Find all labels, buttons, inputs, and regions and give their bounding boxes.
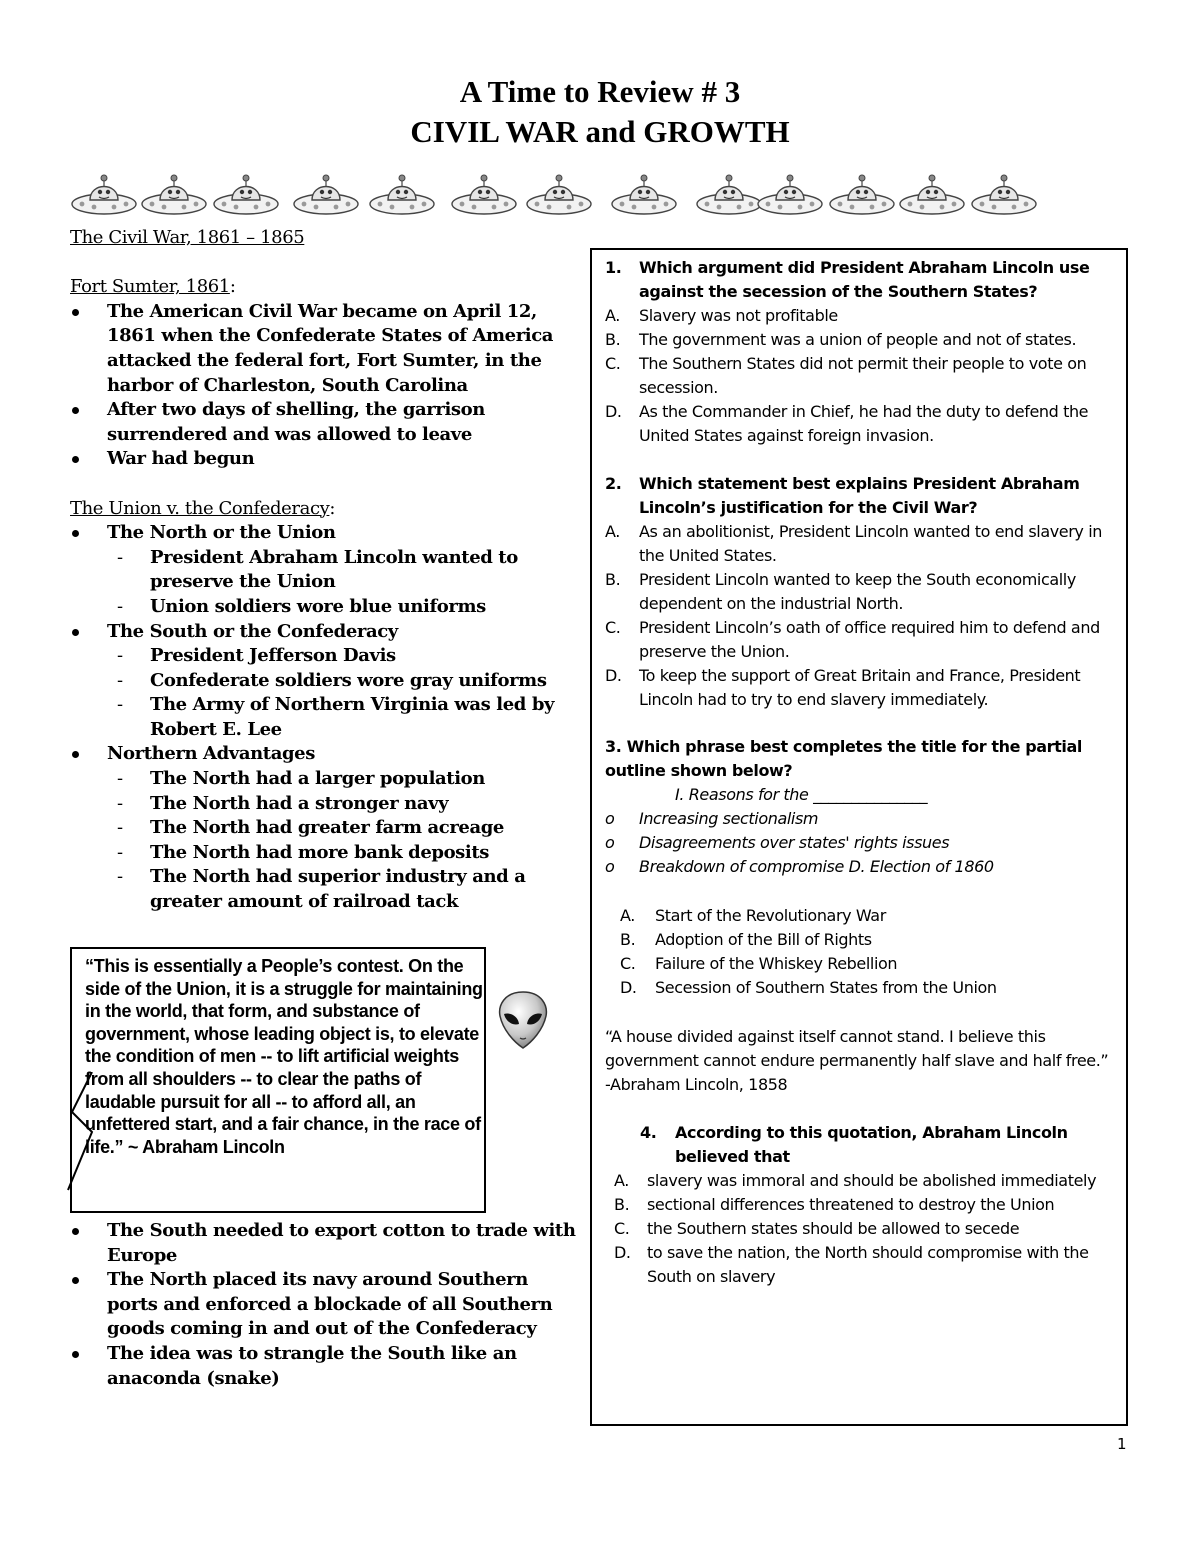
answer-option[interactable]: B. Adoption of the Bill of Rights (620, 930, 872, 949)
page-subtitle: CIVIL WAR and GROWTH (410, 114, 790, 149)
left-column (70, 226, 580, 915)
list-item: After two days of shelling, the garrison surrendered and was allowed to leave (70, 398, 580, 447)
sub-list-item: - The North had superior industry and a greater amount of railroad tack (107, 865, 580, 914)
union-confederacy-heading: The Union v. the Confederacy: (70, 497, 336, 519)
page-title: A Time to Review # 3 (459, 74, 741, 109)
list-item: The North or the Union - President Abraham Lincoln wanted to preserve the Union - Union soldiers wore blue uniforms (70, 521, 580, 619)
list-item: War had begun (70, 447, 580, 472)
sub-list-item: - President Abraham Lincoln wanted to preserve the Union (107, 546, 580, 595)
union-confederacy-list (70, 521, 580, 915)
answer-option[interactable]: B. sectional differences threatened to destroy the Union (614, 1195, 1055, 1214)
answer-option[interactable]: A. Start of the Revolutionary War (620, 906, 886, 925)
ufo-icon (756, 170, 824, 220)
ufo-icon (610, 170, 678, 220)
callout-pointer (62, 1072, 102, 1192)
list-item: Northern Advantages - The North had a larger population - The North had a stronger navy - The North had greater farm acreage - The North had more bank deposits - The North had superior industry and a greater amount of railroad tack (70, 742, 580, 914)
lincoln-quote-text: “This is essentially a People’s contest. On the side of the Union, it is a struggle for maintaining in the world, that form, and substance of government, whose leading object is, to elevate the condition of men -- to lift artificial weights from all shoulders -- to clear the paths of laudable pursuit for all -- to afford all, an unfettered start, and a fair chance, in the race of life.” ~ Abraham Lincoln (85, 956, 483, 1157)
ufo-icon (898, 170, 966, 220)
question-text: According to this quotation, Abraham Lincoln believed that (675, 1123, 1068, 1166)
question-1: 1. Which argument did President Abraham Lincoln use against the secession of the Southern States? A. Slavery was not profitable B. The government was a union of people and not of states. C. The Southern States did not permit their people to vote on secession. D. As the Commander in Chief, he had the duty to defend the United States against foreign invasion. (605, 256, 1115, 448)
question-text: 3. Which phrase best completes the title for the partial outline shown below? (605, 737, 1082, 780)
question-2: 2. Which statement best explains President Abraham Lincoln’s justification for the Civil War? A. As an abolitionist, President Lincoln wanted to end slavery in the United States. B. President Lincoln wanted to keep the South economically dependent on the industrial North. C. President Lincoln’s oath of office required him to defend and preserve the Union. D. To keep the support of Great Britain and France, President Lincoln had to try to end slavery immediately. (605, 472, 1115, 712)
question-3 (605, 735, 1115, 1000)
section-header: The Civil War, 1861 – 1865 (70, 227, 305, 248)
left-column-continued (70, 1219, 580, 1391)
alien-icon (496, 990, 550, 1050)
question-text: Which argument did President Abraham Lincoln use against the secession of the Southern States? (639, 258, 1090, 301)
outline-item: o Disagreements over states' rights issues (605, 833, 950, 852)
sub-list-item: - President Jefferson Davis (107, 644, 580, 669)
ufo-icon (450, 170, 518, 220)
lincoln-quote-callout (70, 947, 486, 1213)
sub-list-item: - The North had a stronger navy (107, 792, 580, 817)
fort-sumter-list (70, 300, 580, 472)
outline-item: o Increasing sectionalism (605, 809, 819, 828)
page-number: 1 (1117, 1435, 1127, 1453)
sub-list-item: - Union soldiers wore blue uniforms (107, 595, 580, 620)
answer-option[interactable]: D. to save the nation, the North should compromise with the South on slavery (614, 1243, 1089, 1286)
list-item: The South or the Confederacy - President Jefferson Davis - Confederate soldiers wore gray uniforms - The Army of Northern Virginia was led by Robert E. Lee (70, 620, 580, 743)
answer-option[interactable]: B. President Lincoln wanted to keep the South economically dependent on the industrial North. (605, 570, 1076, 613)
ufo-icon (970, 170, 1038, 220)
ufo-icon (828, 170, 896, 220)
ufo-icon (70, 170, 138, 220)
ufo-icon (212, 170, 280, 220)
sub-list-item: - The North had more bank deposits (107, 841, 580, 866)
fort-sumter-heading: Fort Sumter, 1861: (70, 276, 236, 298)
sub-list-item: - The North had a larger population (107, 767, 580, 792)
answer-option[interactable]: C. Failure of the Whiskey Rebellion (620, 954, 898, 973)
ufo-icon (695, 170, 763, 220)
answer-option[interactable]: A. Slavery was not profitable (605, 306, 838, 325)
answer-option[interactable]: D. To keep the support of Great Britain and France, President Lincoln had to try to end slavery immediately. (605, 666, 1081, 709)
answer-option[interactable]: B. The government was a union of people and not of states. (605, 330, 1077, 349)
sub-list-item: - The Army of Northern Virginia was led by Robert E. Lee (107, 693, 580, 742)
ufo-icon (525, 170, 593, 220)
sub-list-item: - The North had greater farm acreage (107, 816, 580, 841)
answer-option[interactable]: C. the Southern states should be allowed to secede (614, 1219, 1020, 1238)
answer-option[interactable]: D. As the Commander in Chief, he had the duty to defend the United States against foreign invasion. (605, 402, 1089, 445)
question-4: 4. According to this quotation, Abraham Lincoln believed that A. slavery was immoral and should be abolished immediately B. sectional differences threatened to destroy the Union C. the Southern states should be allowed to secede D. to save the nation, the North should compromise with the South on slavery (605, 1121, 1115, 1289)
ufo-icon (292, 170, 360, 220)
list-item: The American Civil War became on April 12, 1861 when the Confederate States of America attacked the federal fort, Fort Sumter, in the harbor of Charleston, South Carolina (70, 300, 580, 398)
list-item: The idea was to strangle the South like an anaconda (snake) (70, 1342, 580, 1391)
answer-option[interactable]: A. slavery was immoral and should be abolished immediately (614, 1171, 1097, 1190)
outline-title: I. Reasons for the _______________ (675, 785, 928, 804)
answer-option[interactable]: D. Secession of Southern States from the Union (620, 978, 997, 997)
list-item: The North placed its navy around Southern ports and enforced a blockade of all Southern goods coming in and out of the Confederacy (70, 1268, 580, 1342)
answer-option[interactable]: C. The Southern States did not permit their people to vote on secession. (605, 354, 1087, 397)
answer-option[interactable]: A. As an abolitionist, President Lincoln wanted to end slavery in the United States. (605, 522, 1102, 565)
ufo-decoration-row (70, 170, 1050, 220)
answer-option[interactable]: C. President Lincoln’s oath of office required him to defend and preserve the Union. (605, 618, 1100, 661)
ufo-icon (368, 170, 436, 220)
lincoln-house-divided-quote: “A house divided against itself cannot stand. I believe this government cannot endure permanently half slave and half free.” -Abraham Lincoln, 1858 (605, 1027, 1109, 1094)
question-text: Which statement best explains President Abraham Lincoln’s justification for the Civil War? (639, 474, 1080, 517)
blockade-list (70, 1219, 580, 1391)
sub-list-item: - Confederate soldiers wore gray uniforms (107, 669, 580, 694)
ufo-icon (140, 170, 208, 220)
outline-item: o Breakdown of compromise D. Election of 1860 (605, 857, 994, 876)
list-item: The South needed to export cotton to trade with Europe (70, 1219, 580, 1268)
